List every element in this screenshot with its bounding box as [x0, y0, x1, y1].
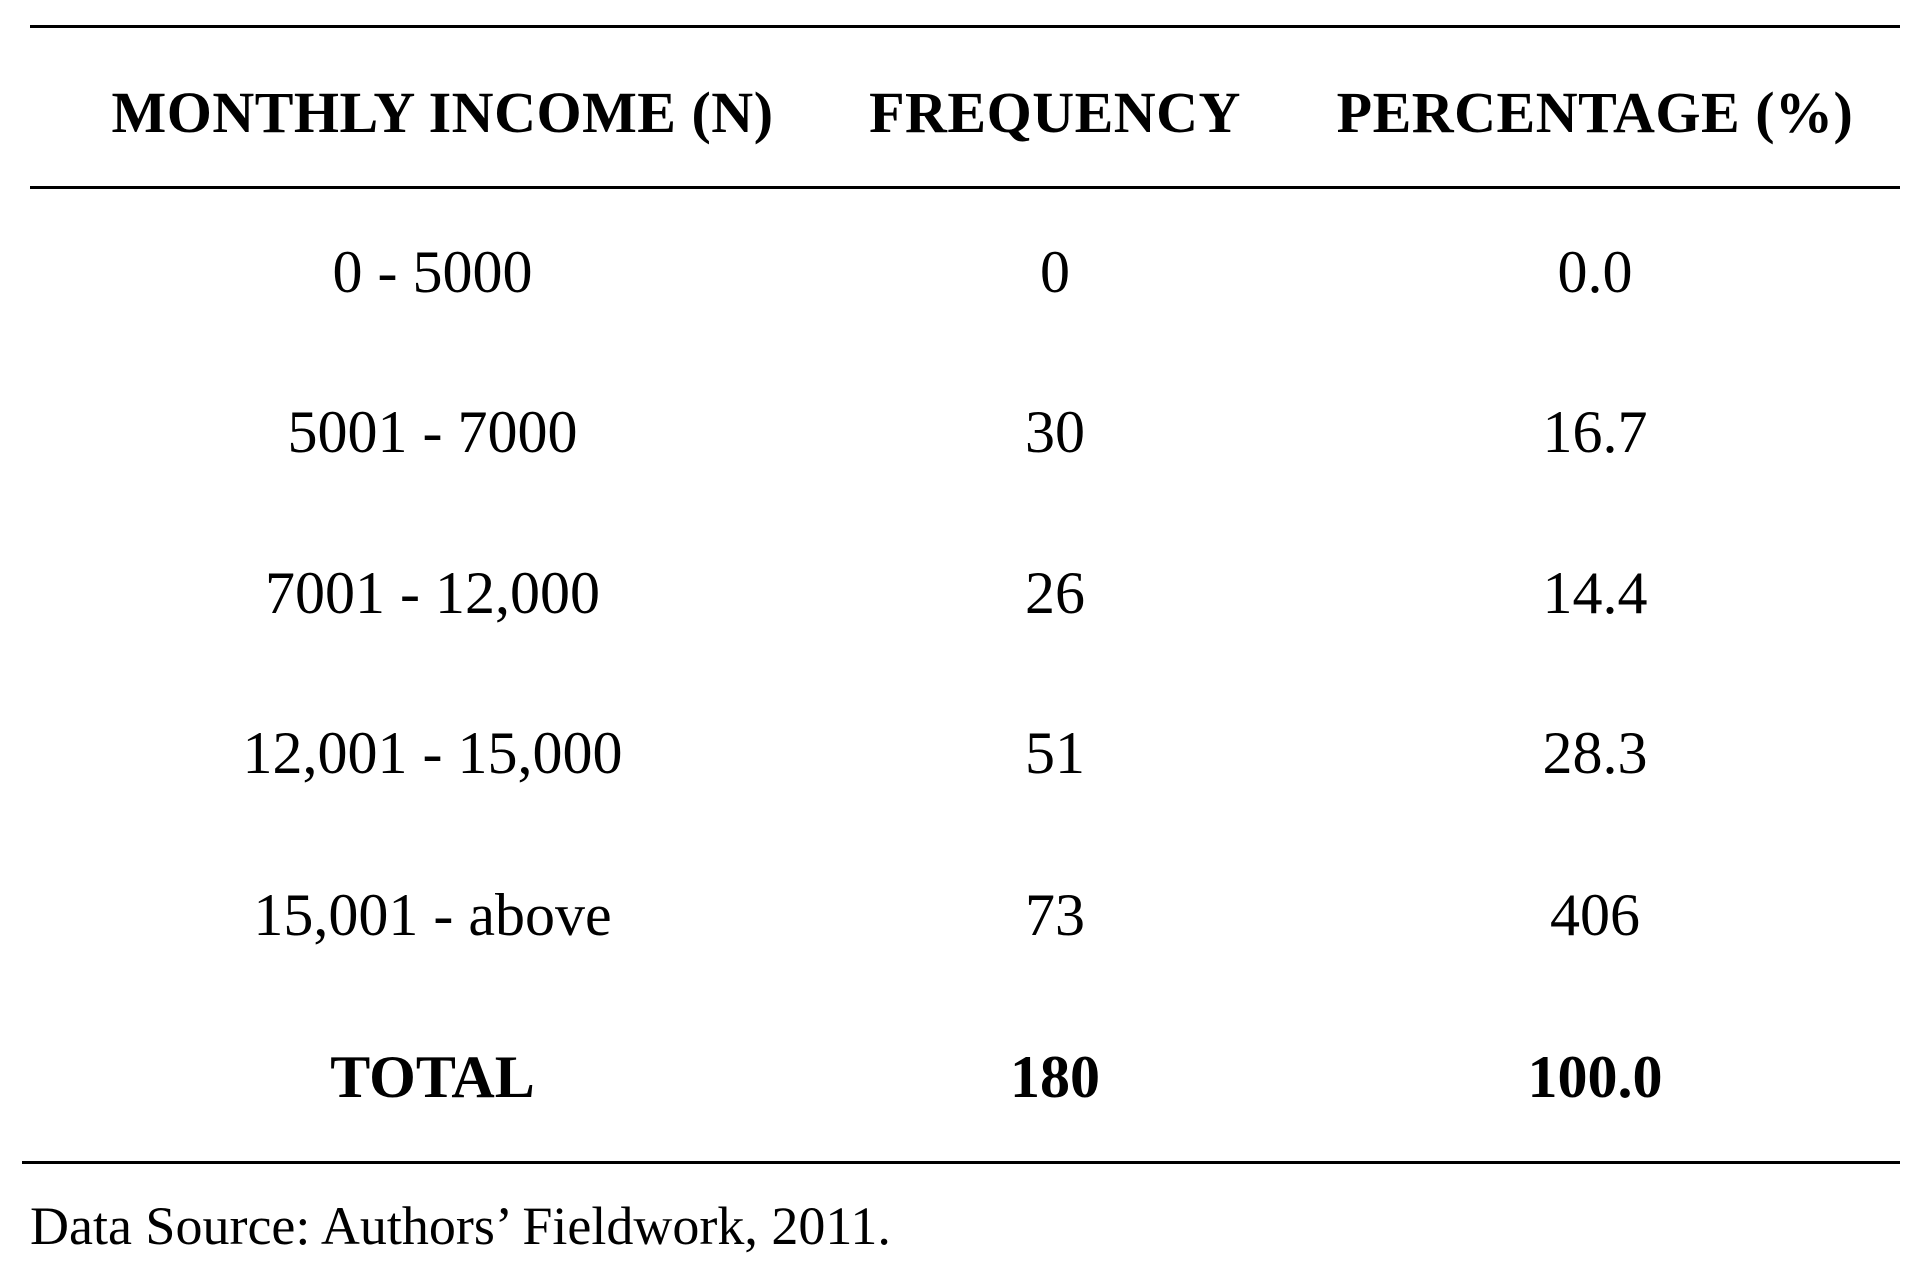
table-top-rule	[30, 25, 1900, 28]
income-range-cell: 15,001 - above	[253, 881, 612, 948]
table-row	[0, 835, 1918, 995]
header-percentage: PERCENTAGE (%)	[1336, 79, 1854, 145]
table-row	[0, 192, 1918, 352]
header-frequency: FREQUENCY	[869, 79, 1241, 145]
percentage-cell: 28.3	[1542, 719, 1648, 786]
income-range-cell: 0 - 5000	[332, 238, 533, 305]
table-row	[0, 513, 1918, 673]
total-percentage: 100.0	[1527, 1043, 1663, 1110]
total-label: TOTAL	[330, 1043, 535, 1110]
frequency-cell: 51	[1025, 719, 1085, 786]
header-monthly-income: MONTHLY INCOME (N)	[111, 79, 774, 145]
income-range-cell: 7001 - 12,000	[265, 559, 600, 626]
frequency-cell: 73	[1025, 881, 1085, 948]
total-frequency: 180	[1010, 1043, 1100, 1110]
table-bottom-rule	[22, 1161, 1900, 1164]
table-row	[0, 352, 1918, 512]
percentage-cell: 14.4	[1542, 559, 1648, 626]
percentage-cell: 16.7	[1542, 398, 1648, 465]
table-total-row	[0, 997, 1918, 1157]
frequency-cell: 30	[1025, 398, 1085, 465]
table-row	[0, 673, 1918, 833]
frequency-cell: 0	[1040, 238, 1070, 305]
percentage-cell: 406	[1550, 881, 1640, 948]
data-source-caption: Data Source: Authors’ Fieldwork, 2011.	[30, 1196, 891, 1256]
table-header-row	[0, 32, 1918, 192]
frequency-cell: 26	[1025, 559, 1085, 626]
percentage-cell: 0.0	[1557, 238, 1633, 305]
income-range-cell: 5001 - 7000	[287, 398, 578, 465]
table-header-rule	[30, 186, 1900, 189]
income-range-cell: 12,001 - 15,000	[242, 719, 623, 786]
